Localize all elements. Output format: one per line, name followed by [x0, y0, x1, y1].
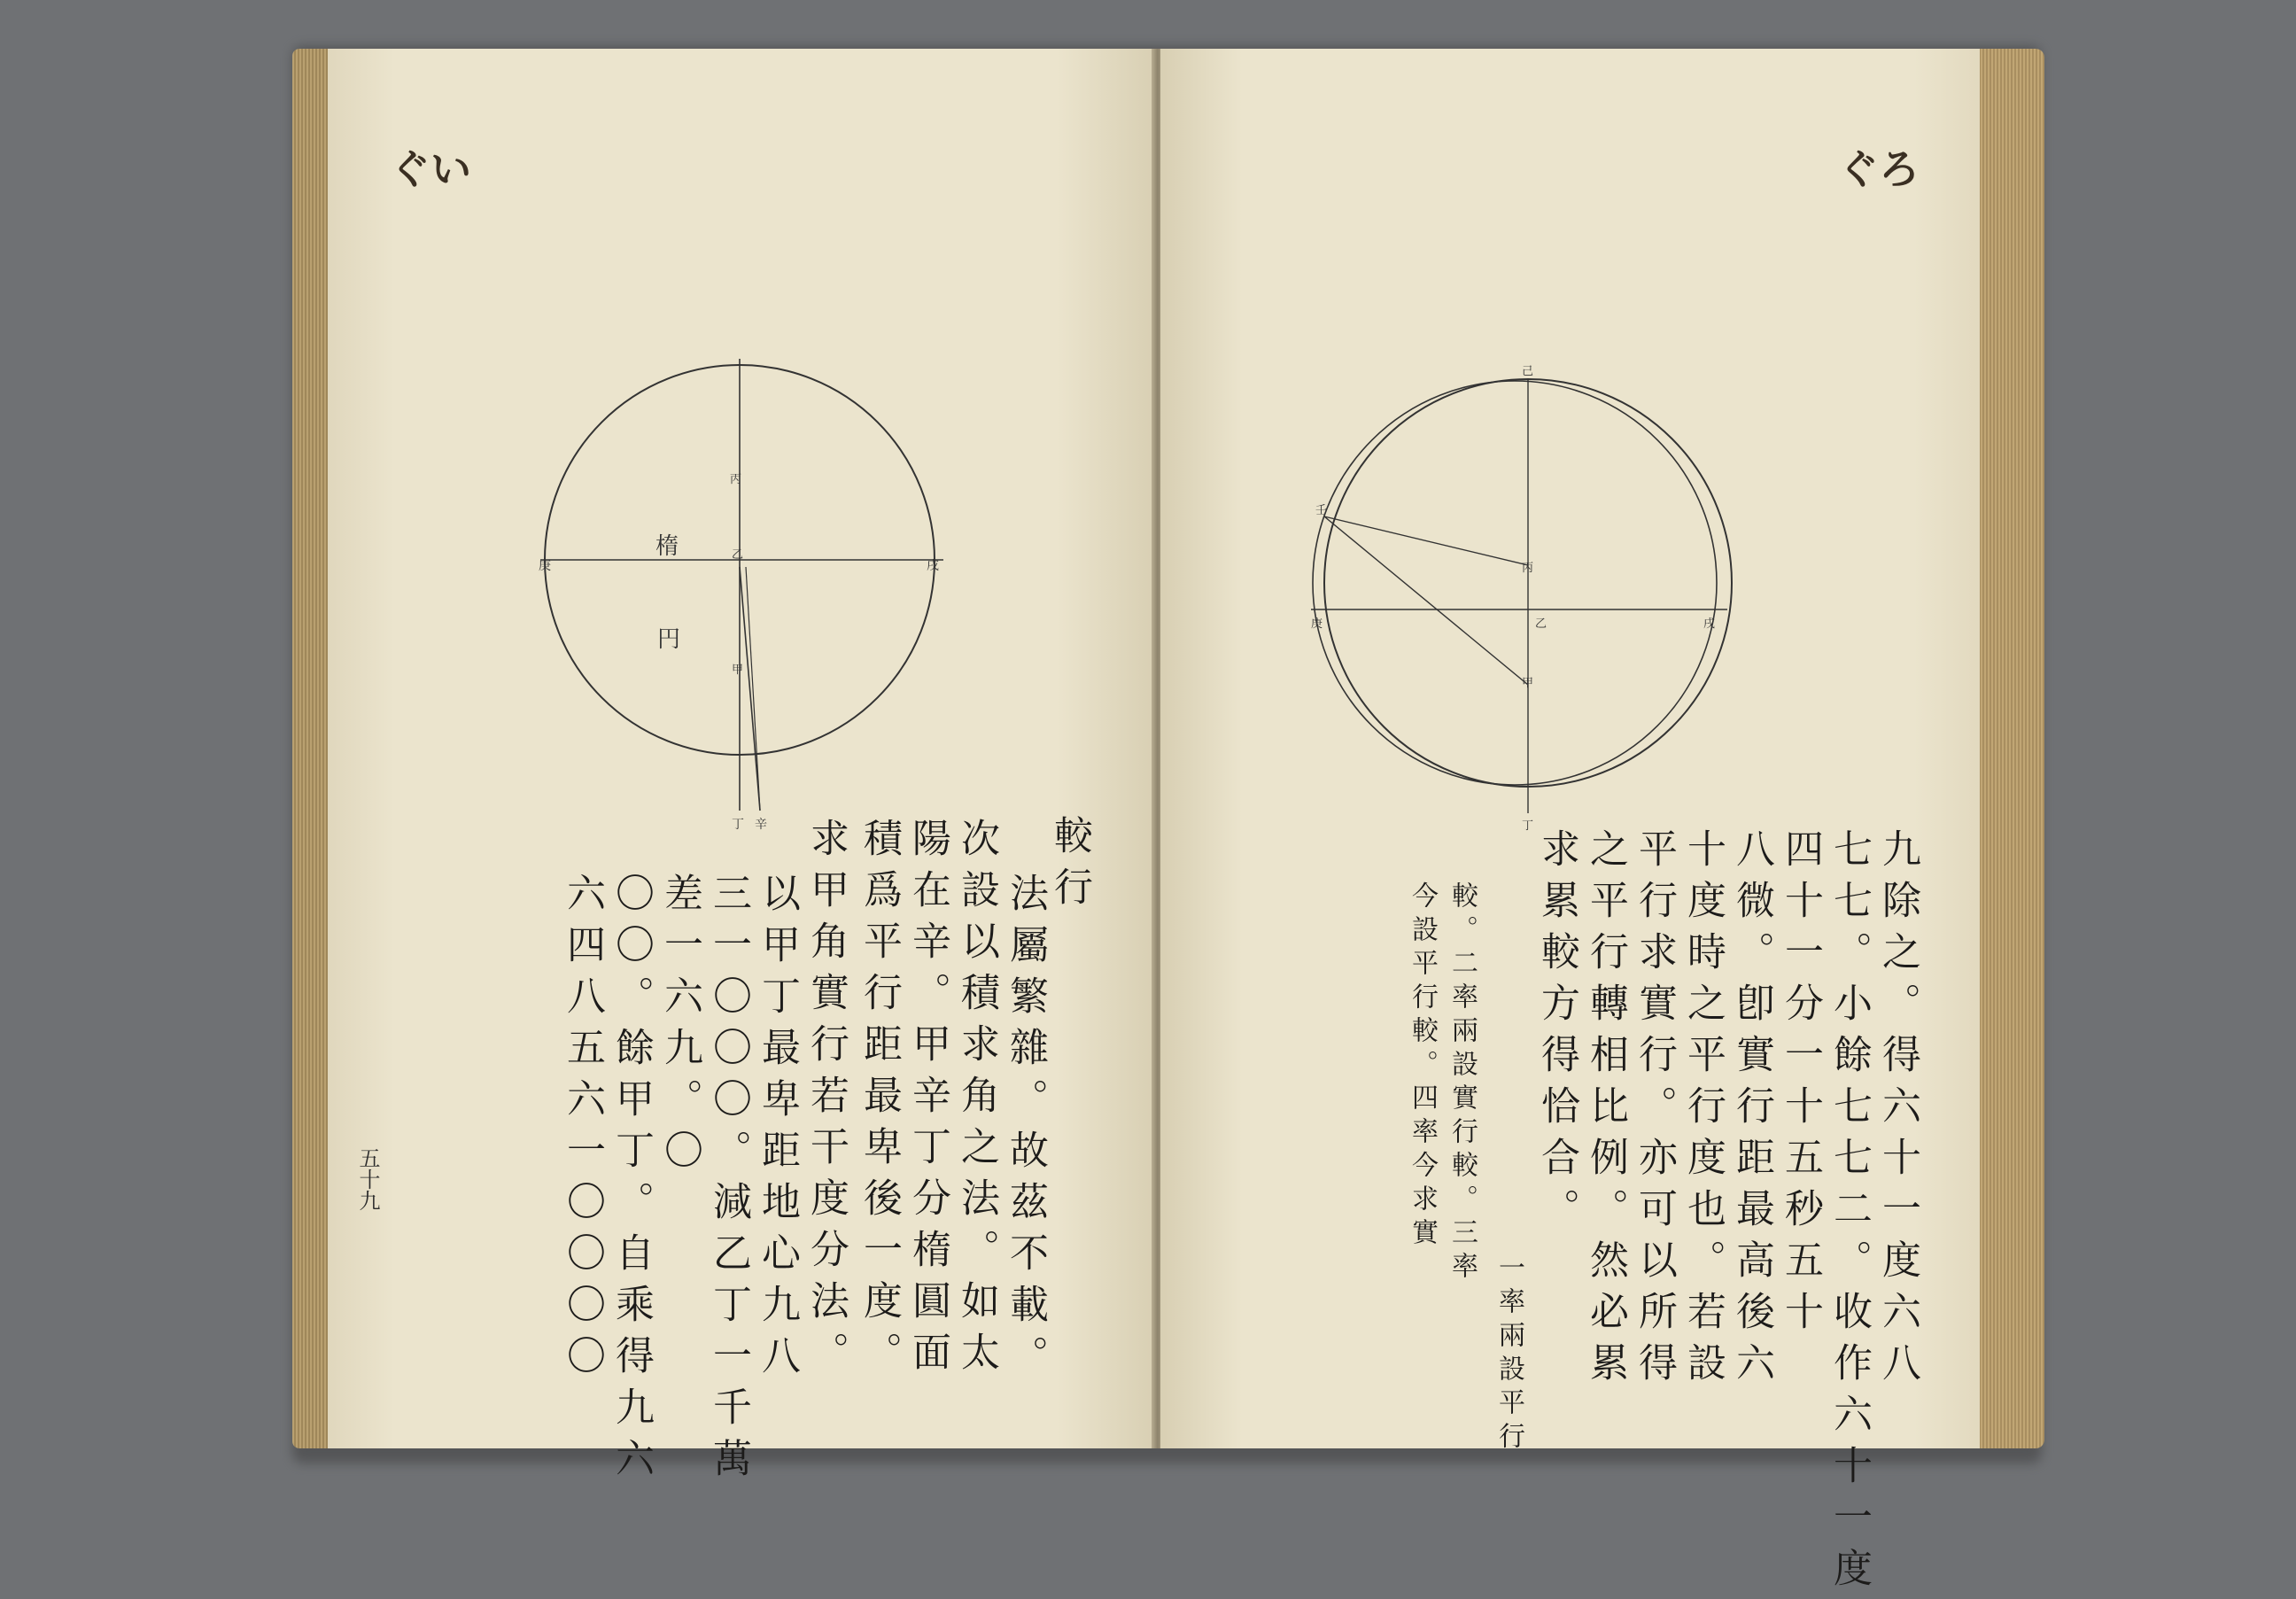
left-page	[328, 49, 1156, 1489]
label-center: 乙	[1535, 617, 1547, 631]
text-column-8: 三一〇〇〇。減乙丁一千萬	[706, 873, 751, 1489]
right-page-edges	[1974, 49, 2044, 1448]
label-right-point: 戌	[1703, 617, 1716, 631]
ellipse-diagram	[531, 341, 948, 846]
text-column-1: 較行	[1047, 815, 1092, 918]
text-column-7: 之平行轉相比例。然必累	[1583, 828, 1628, 1393]
label-title-bottom: 円	[657, 626, 681, 653]
right-page	[1160, 49, 1980, 1599]
label-lower: 甲	[1522, 677, 1534, 690]
label-center: 乙	[732, 548, 744, 562]
right-folio: ぐろ	[1838, 145, 1920, 193]
text-column-8: 求累較方得恰合。	[1534, 828, 1579, 1239]
orbit-diagram	[1311, 345, 1716, 833]
text-column-5: 十度時之平行度也。若設	[1680, 828, 1726, 1393]
left-folio: ぐい	[390, 145, 471, 193]
text-column-6: 求甲角實行若干度分法。	[803, 818, 849, 1383]
text-column-3: 四十一分一十五秒五十	[1778, 828, 1823, 1342]
text-column-4: 陽在辛。甲辛丁分楕圓面	[905, 818, 950, 1383]
label-bottom-a: 丁	[732, 818, 744, 832]
text-column-7: 以甲丁最卑距地心九八	[755, 873, 800, 1386]
label-title-top: 楕	[655, 533, 679, 560]
text-column-9: 較。二率兩設實行較。三率	[1447, 881, 1478, 1285]
page-number: 五十九	[355, 1147, 380, 1211]
text-column-6: 平行求實行。亦可以所得	[1632, 828, 1677, 1393]
label-bottom-b: 辛	[755, 818, 767, 832]
text-column-5: 積爲平行距最卑後一度。	[857, 818, 902, 1383]
label-left-point: 庚	[539, 559, 551, 573]
label-lower: 甲	[732, 664, 744, 677]
text-column-9: 差一六九。〇	[657, 873, 702, 1181]
text-column-1: 九除之。得六十一度六八	[1875, 828, 1920, 1393]
label-left-upper: 壬	[1315, 504, 1328, 517]
text-column-2: 法屬繁雜。故茲不載。	[1003, 873, 1048, 1386]
text-column-2: 七七。小餘七七二。收作六十一度	[1827, 828, 1872, 1599]
label-center-top: 丙	[730, 473, 742, 486]
label-center-top: 丙	[1522, 562, 1534, 575]
text-column-11: 六四八五六一〇〇〇〇	[560, 873, 605, 1386]
label-top-point: 己	[1522, 365, 1534, 378]
text-column-4: 八微。卽實行距最高後六	[1729, 828, 1774, 1393]
label-bottom: 丁	[1522, 819, 1534, 833]
label-right-point: 戌	[927, 559, 939, 573]
text-column-10: 今設平行較。四率今求實	[1407, 881, 1438, 1252]
label-left-point: 庚	[1311, 617, 1323, 631]
text-column-10: 〇〇。餘甲丁。自乘得九六	[609, 873, 654, 1489]
text-column-3: 次設以積求角之法。如太	[954, 818, 999, 1383]
text-column-8-note: 一率兩設平行	[1493, 1254, 1524, 1455]
